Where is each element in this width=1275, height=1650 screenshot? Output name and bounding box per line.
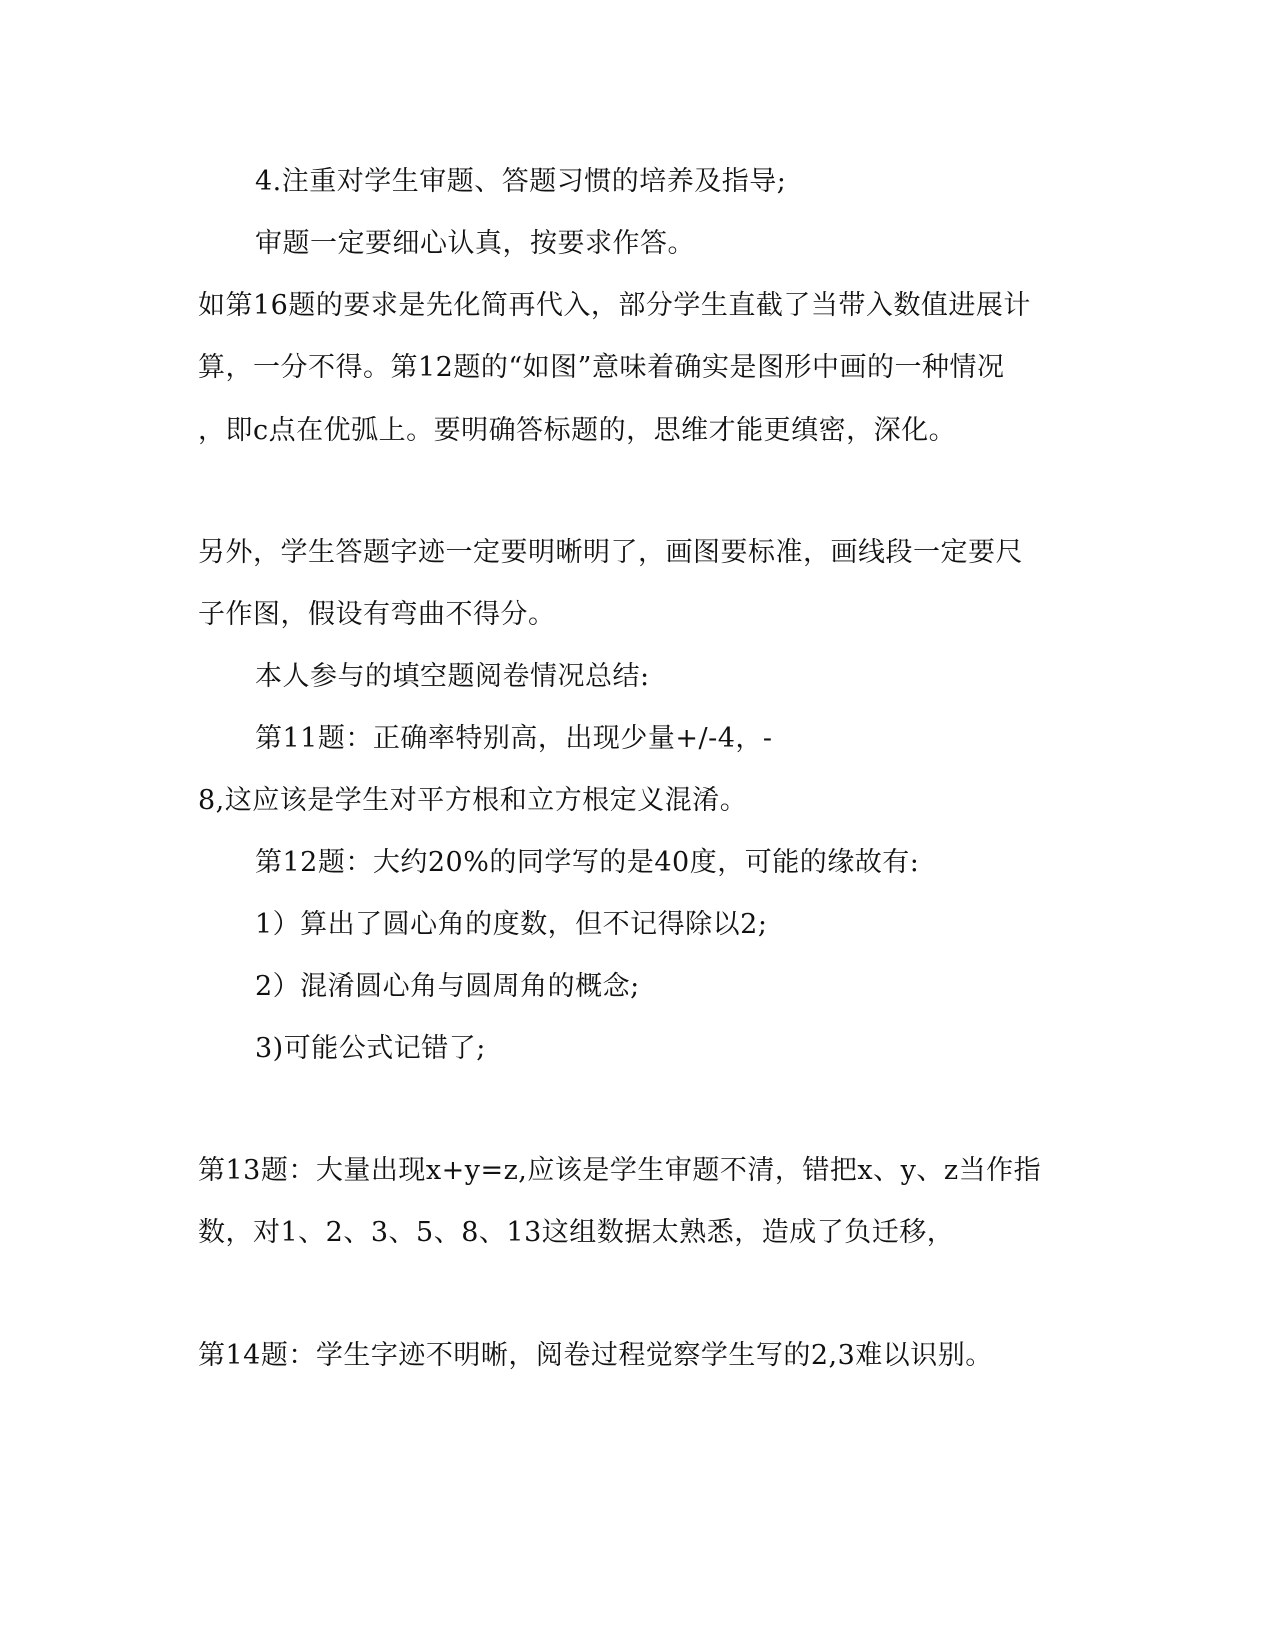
paragraph-line: 数，对1、2、3、5、8、13这组数据太熟悉，造成了负迁移， <box>198 1217 955 1248</box>
paragraph-line: 3)可能公式记错了; <box>255 1033 486 1064</box>
paragraph-line: 第14题：学生字迹不明晰，阅卷过程觉察学生写的2,3难以识别。 <box>198 1340 993 1371</box>
paragraph-line: 第11题：正确率特别高，出现少量+/-4，- <box>255 723 773 754</box>
paragraph-line: 另外，学生答题字迹一定要明晰明了，画图要标准，画线段一定要尺 <box>198 537 1023 568</box>
paragraph-line: 第13题：大量出现x+y=z,应该是学生审题不清，错把x、y、z当作指 <box>198 1155 1042 1186</box>
paragraph-line: 审题一定要细心认真，按要求作答。 <box>255 228 695 259</box>
paragraph-line: 4.注重对学生审题、答题习惯的培养及指导; <box>255 166 787 197</box>
paragraph-line: 子作图，假设有弯曲不得分。 <box>198 599 556 630</box>
paragraph-line: 8,这应该是学生对平方根和立方根定义混淆。 <box>198 785 748 816</box>
paragraph-line: 2）混淆圆心角与圆周角的概念; <box>255 971 640 1002</box>
paragraph-line: 1）算出了圆心角的度数，但不记得除以2; <box>255 909 768 940</box>
paragraph-line: 第12题：大约20%的同学写的是40度，可能的缘故有: <box>255 847 920 878</box>
paragraph-line: 本人参与的填空题阅卷情况总结: <box>255 661 650 692</box>
paragraph-line: 如第16题的要求是先化简再代入，部分学生直截了当带入数值进展计 <box>198 290 1031 321</box>
paragraph-line: ，即c点在优弧上。要明确答标题的，思维才能更缜密，深化。 <box>198 415 957 446</box>
paragraph-line: 算，一分不得。第12题的“如图”意味着确实是图形中画的一种情况 <box>198 352 1005 383</box>
